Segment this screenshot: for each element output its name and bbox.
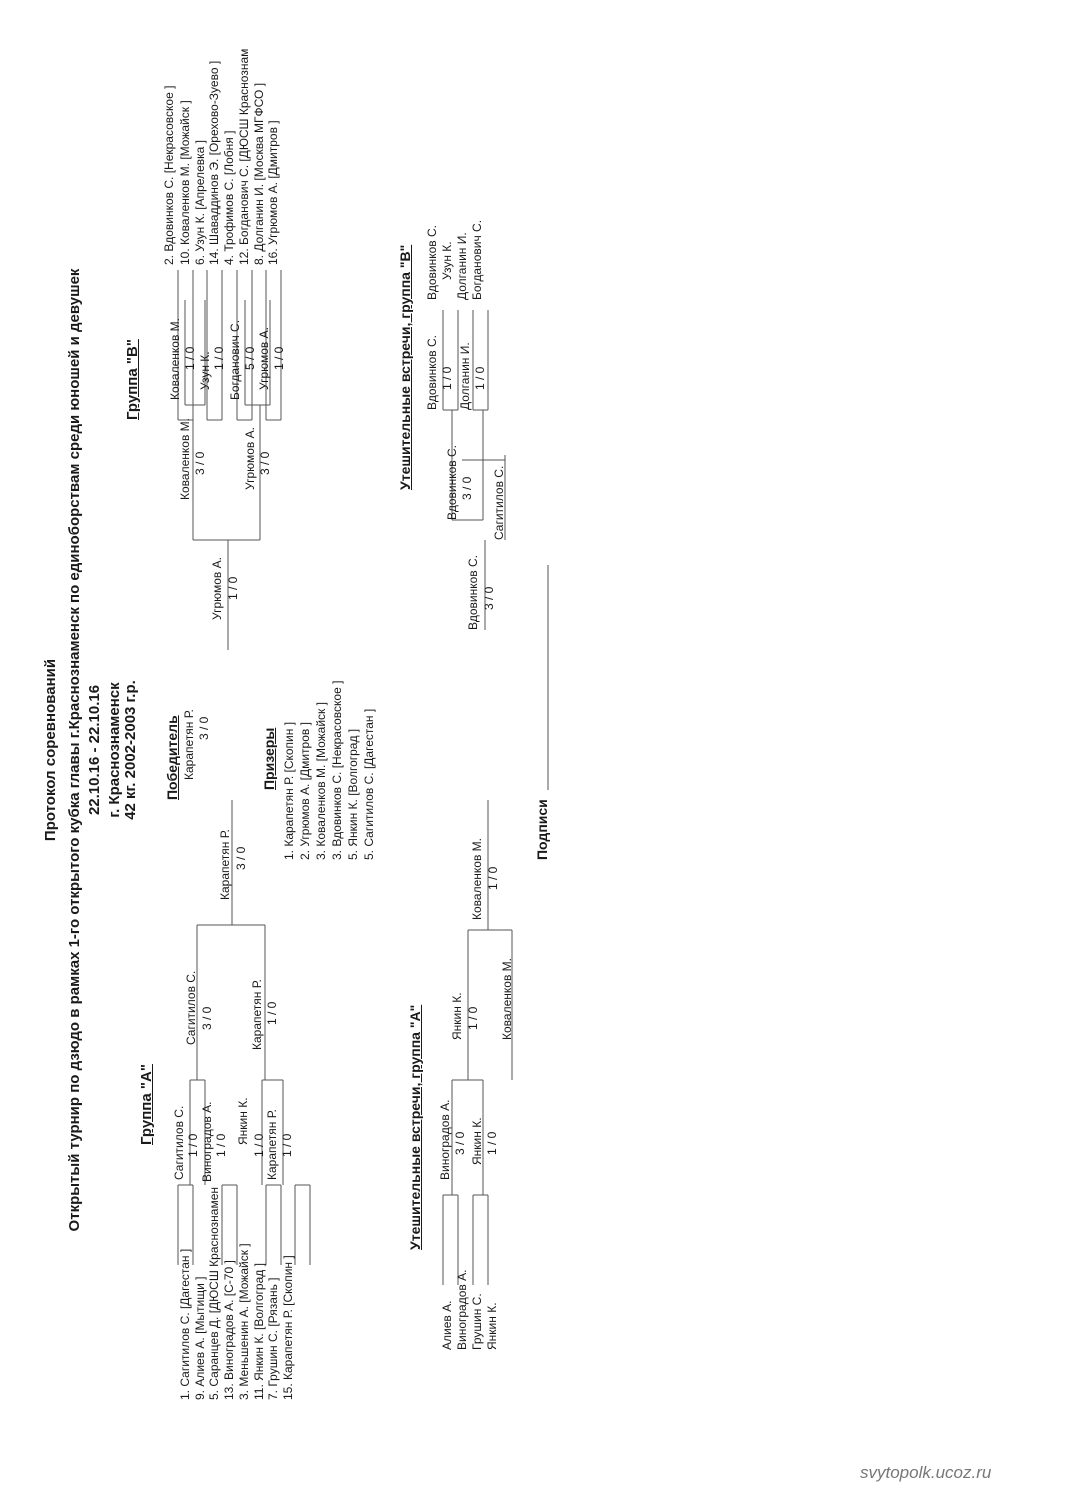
cons-b-opponent: Сагитилов С. (492, 465, 506, 540)
winner-name: Карапетян Р. (182, 709, 196, 780)
group-b-title: Группа "В" (124, 339, 141, 420)
cons-b-final-score: 3 / 0 (482, 586, 496, 610)
prize-item: 2. Угрюмов А. [Дмитров ] (298, 722, 312, 860)
group-a-entrant: 3. Меньшенин А. [Можайск ] (237, 1243, 251, 1400)
group-a-final-score: 3 / 0 (234, 846, 248, 870)
group-b-r1-winner: Коваленков М. (168, 318, 182, 400)
weight-category: 42 кг. 2002-2003 г.р. (122, 680, 139, 820)
prize-item: 5. Янкин К. [Волгоград ] (346, 728, 360, 860)
cons-b-entrant: Долганин И. (455, 232, 469, 300)
cons-a-r1-winner: Виноградов А. (438, 1099, 452, 1180)
prize-item: 3. Коваленков М. [Можайск ] (314, 702, 328, 860)
group-a-r1-winner: Карапетян Р. (265, 1109, 279, 1180)
group-b-entrant: 8. Долганин И. [Москва МГФСО ] (252, 82, 266, 265)
group-b-entrant: 12. Богданович С. [ДЮСШ Краснознам (237, 48, 251, 265)
group-b-r1-winner: Богданович С. (228, 319, 242, 400)
group-b-r1-score: 1 / 0 (212, 346, 226, 370)
group-b-r1-score: 5 / 0 (243, 346, 257, 370)
group-a-entrant: 7. Грушин С. [Рязань ] (266, 1277, 280, 1400)
cons-b-entrant: Богданович С. (470, 219, 484, 300)
group-a-r2-score: 1 / 0 (265, 1001, 279, 1025)
group-b-final-score: 1 / 0 (226, 576, 240, 600)
tournament-dates: 22.10.16 - 22.10.16 (86, 684, 103, 816)
cons-b-r1-score: 1 / 0 (440, 366, 454, 390)
cons-a-r1-score: 3 / 0 (453, 1131, 467, 1155)
group-a-r1-score: 1 / 0 (280, 1133, 294, 1157)
cons-b-entrant: Узун К. (440, 241, 454, 280)
group-b-r2-score: 3 / 0 (258, 451, 272, 475)
group-a-r2-winner: Сагитилов С. (184, 970, 198, 1045)
tournament-city: г. Краснознаменск (106, 682, 123, 818)
group-a-r1-winner: Виноградов А. (200, 1101, 214, 1182)
prize-item: 1. Карапетян Р. [Скопин ] (282, 721, 296, 860)
cons-b-r2-winner: Вдовинков С. (445, 444, 459, 520)
group-b-final-winner: Угрюмов А. (210, 557, 224, 620)
cons-a-r2-winner: Янкин К. (450, 992, 464, 1040)
watermark: svytopolk.ucoz.ru (860, 1463, 992, 1482)
signatures-label: Подписи (534, 799, 550, 860)
group-a-entrant: 5. Саранцев Д. [ДЮСШ Краснознамен (207, 1186, 221, 1400)
cons-a-entrant: Грушин С. (470, 1293, 484, 1350)
group-a-entrant: 1. Сагитилов С. [Дагестан ] (178, 1248, 192, 1400)
cons-b-r1-winner: Долганин И. (458, 342, 472, 410)
cons-b-final-winner: Вдовинков С. (466, 554, 480, 630)
winner-score: 3 / 0 (197, 716, 211, 740)
group-b-r2-winner: Угрюмов А. (243, 427, 257, 490)
group-a-r1-winner: Янкин К. (236, 1097, 250, 1145)
group-a-title: Группа "А" (138, 1064, 155, 1145)
cons-b-entrant: Вдовинков С. (425, 224, 439, 300)
cons-a-opponent: Коваленков М. (500, 958, 514, 1040)
cons-b-r2-score: 3 / 0 (460, 476, 474, 500)
group-a-entrant: 11. Янкин К. [Волгоград ] (252, 1263, 266, 1400)
group-a-entrant: 13. Виноградов А. [С-70 ] (222, 1260, 236, 1400)
cons-a-entrant: Алиев А. (440, 1300, 454, 1350)
cons-b-title: Утешительные встречи, группа "В" (397, 244, 413, 490)
group-b-entrant: 10. Коваленков М. [Можайск ] (178, 100, 192, 265)
cons-a-final-score: 1 / 0 (486, 866, 500, 890)
group-a-r2-winner: Карапетян Р. (250, 979, 264, 1050)
group-b-entrant: 16. Угрюмов А. [Дмитров ] (266, 120, 280, 265)
group-a-entrant: 9. Алиев А. [Мытищи ] (193, 1276, 207, 1400)
tournament-name: Открытый турнир по дзюдо в рамках 1-го открытого кубка главы г.Краснознаменск по единоборствам среди юношей и девушек (66, 268, 83, 1232)
cons-a-final-winner: Коваленков М. (470, 838, 484, 920)
group-a-r1-score: 1 / 0 (214, 1133, 228, 1157)
group-a-final-winner: Карапетян Р. (218, 829, 232, 900)
group-a-r2-score: 3 / 0 (200, 1006, 214, 1030)
group-a-entrant: 15. Карапетян Р. [Скопин ] (281, 1255, 295, 1400)
group-a-r1-score: 1 / 0 (186, 1133, 200, 1157)
cons-a-r1-winner: Янкин К. (470, 1117, 484, 1165)
cons-b-r1-score: 1 / 0 (473, 366, 487, 390)
cons-a-r1-score: 1 / 0 (485, 1131, 499, 1155)
group-b-entrant: 6. Узун К. [Апрелевка ] (193, 140, 207, 265)
protocol-title: Протокол соревнований (42, 658, 59, 842)
prizes-title: Призеры (261, 727, 277, 790)
group-b-r1-score: 1 / 0 (272, 346, 286, 370)
cons-a-entrant: Виноградов А. (455, 1269, 469, 1350)
group-b-r1-winner: Узун К. (198, 351, 212, 390)
group-b-entrant: 4. Трофимов С. [Лобня ] (222, 130, 236, 265)
group-b-r1-score: 1 / 0 (183, 346, 197, 370)
winner-title: Победитель (164, 715, 180, 800)
prize-item: 3. Вдовинков С. [Некрасовское ] (330, 680, 344, 860)
cons-b-r1-winner: Вдовинков С. (425, 334, 439, 410)
group-a-r1-winner: Сагитилов С. (172, 1105, 186, 1180)
group-a-r1-score: 1 / 0 (252, 1133, 266, 1157)
group-b-r2-winner: Коваленков М. (178, 418, 192, 500)
cons-a-title: Утешительные встречи, группа "А" (407, 1004, 423, 1250)
cons-a-r2-score: 1 / 0 (466, 1006, 480, 1030)
group-b-r1-winner: Угрюмов А. (257, 327, 271, 390)
group-b-r2-score: 3 / 0 (193, 451, 207, 475)
group-b-entrant: 14. Шаваддинов Э. [Орехово-Зуево ] (207, 60, 221, 265)
cons-a-entrant: Янкин К. (485, 1302, 499, 1350)
group-b-entrant: 2. Вдовинков С. [Некрасовское ] (162, 85, 176, 265)
prize-item: 5. Сагитилов С. [Дагестан ] (362, 708, 376, 860)
